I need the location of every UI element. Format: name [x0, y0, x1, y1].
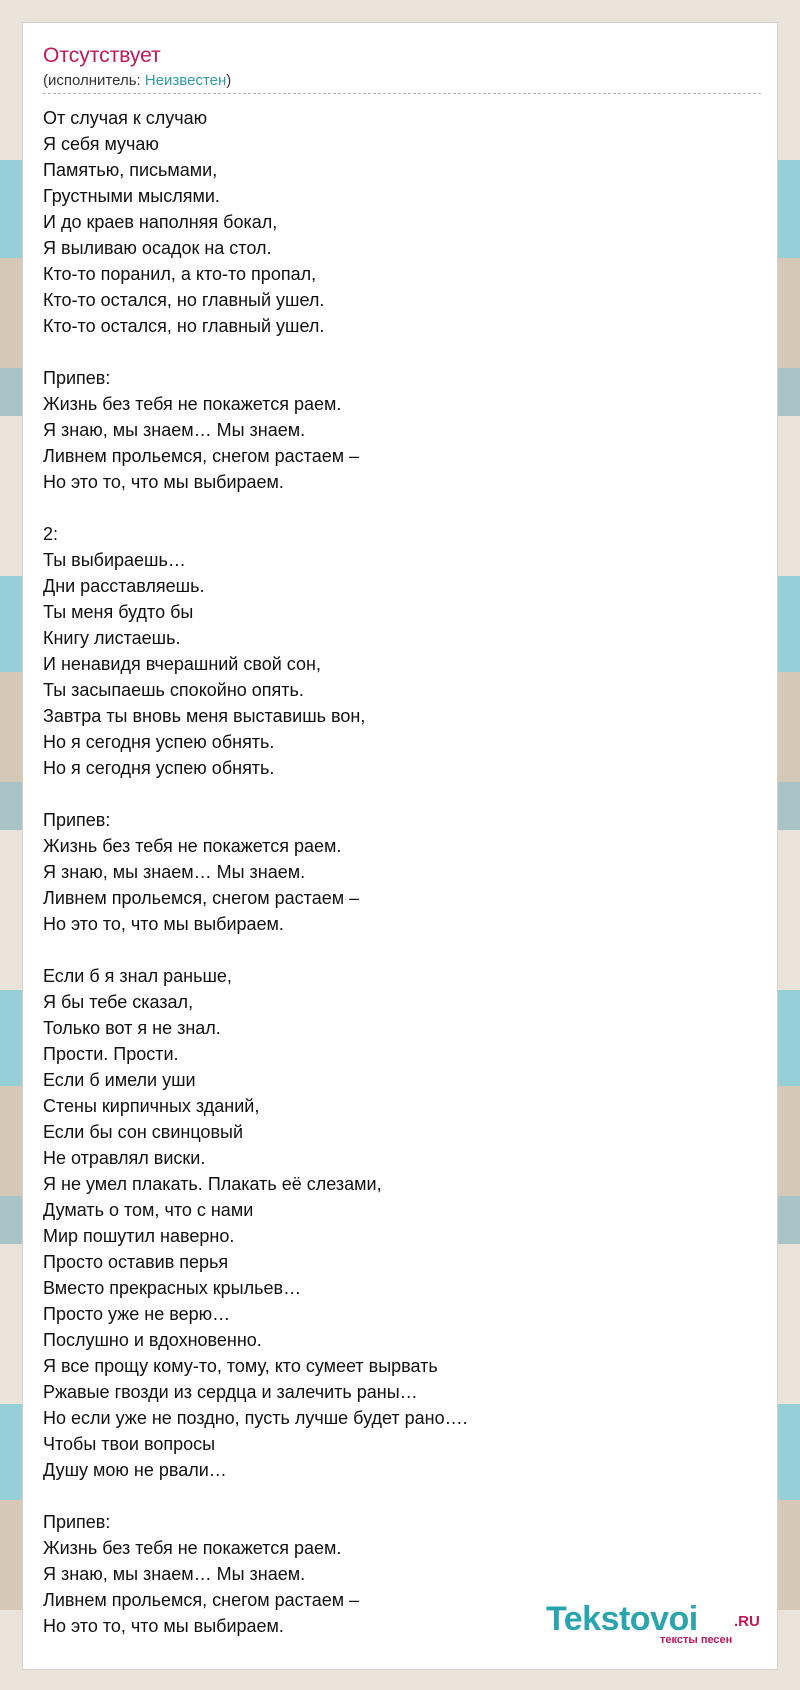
- lyric-line: Я себя мучаю: [43, 134, 159, 154]
- lyric-line: Завтра ты вновь меня выставишь вон,: [43, 706, 366, 726]
- logo-name: Tekstovoi: [546, 1600, 698, 1638]
- lyric-line: Мир пошутил наверно.: [43, 1226, 235, 1246]
- lyric-line: Ливнем прольемся, снегом растаем –: [43, 446, 360, 466]
- lyric-line: Грустными мыслями.: [43, 186, 220, 206]
- lyric-line: Я знаю, мы знаем… Мы знаем.: [43, 1564, 306, 1584]
- lyric-line: Припев:: [43, 810, 111, 830]
- artist-suffix: ): [226, 72, 232, 89]
- lyric-line: Жизнь без тебя не покажется раем.: [43, 1538, 342, 1558]
- lyric-line: От случая к случаю: [43, 108, 208, 128]
- lyric-line: Если бы сон свинцовый: [43, 1122, 243, 1142]
- lyric-line: Если б имели уши: [43, 1070, 196, 1090]
- lyric-line: Ливнем прольемся, снегом растаем –: [43, 888, 360, 908]
- lyric-line: Ты меня будто бы: [43, 602, 194, 622]
- lyric-line: Просто оставив перья: [43, 1252, 229, 1272]
- lyric-blank-line: [43, 495, 743, 521]
- lyric-line: И до краев наполняя бокал,: [43, 212, 278, 232]
- artist-link[interactable]: Неизвестен: [144, 72, 227, 89]
- lyric-line: Дни расставляешь.: [43, 576, 205, 596]
- lyric-line: Ливнем прольемся, снегом растаем –: [43, 1590, 360, 1610]
- lyric-line: Но я сегодня успею обнять.: [43, 758, 275, 778]
- lyric-line: Кто-то остался, но главный ушел.: [43, 316, 325, 336]
- lyric-line: Душу мою не рвали…: [43, 1460, 227, 1480]
- lyric-line: И ненавидя вчерашний свой сон,: [43, 654, 321, 674]
- artist-prefix: (исполнитель:: [43, 72, 145, 89]
- lyric-line: Но это то, что мы выбираем.: [43, 914, 284, 934]
- lyric-line: Кто-то остался, но главный ушел.: [43, 290, 325, 310]
- lyric-blank-line: [43, 781, 743, 807]
- logo-tagline: тексты песен: [660, 1634, 733, 1646]
- lyric-line: Памятью, письмами,: [43, 160, 218, 180]
- lyric-line: Ты засыпаешь спокойно опять.: [43, 680, 304, 700]
- title-divider: [43, 93, 761, 94]
- lyric-line: Не отравлял виски.: [43, 1148, 206, 1168]
- lyric-line: Жизнь без тебя не покажется раем.: [43, 394, 342, 414]
- song-title: Отсутствует: [43, 44, 161, 67]
- lyric-line: Припев:: [43, 1512, 111, 1532]
- logo-tld: .RU: [734, 1613, 760, 1630]
- lyric-line: Но это то, что мы выбираем.: [43, 1616, 284, 1636]
- lyric-line: Ты выбираешь…: [43, 550, 186, 570]
- lyric-line: Я знаю, мы знаем… Мы знаем.: [43, 420, 306, 440]
- lyric-line: Но я сегодня успею обнять.: [43, 732, 275, 752]
- lyric-line: 2:: [43, 524, 59, 544]
- lyric-blank-line: [43, 339, 743, 365]
- lyric-line: Стены кирпичных зданий,: [43, 1096, 260, 1116]
- lyric-blank-line: [43, 1483, 743, 1509]
- lyric-line: Но если уже не поздно, пусть лучше будет рано….: [43, 1408, 468, 1428]
- site-logo[interactable]: [546, 1600, 766, 1648]
- lyric-blank-line: [43, 937, 743, 963]
- lyric-line: Жизнь без тебя не покажется раем.: [43, 836, 342, 856]
- lyric-line: Просто уже не верю…: [43, 1304, 231, 1324]
- lyric-line: Я не умел плакать. Плакать её слезами,: [43, 1174, 382, 1194]
- lyric-line: Кто-то поранил, а кто-то пропал,: [43, 264, 317, 284]
- lyrics-text: [43, 105, 743, 1639]
- lyric-line: Послушно и вдохновенно.: [43, 1330, 262, 1350]
- lyric-line: Чтобы твои вопросы: [43, 1434, 216, 1454]
- lyric-line: Я выливаю осадок на стол.: [43, 238, 272, 258]
- artist-line: [43, 71, 231, 91]
- lyrics-card: [22, 22, 778, 1670]
- lyric-line: Прости. Прости.: [43, 1044, 179, 1064]
- lyric-line: Но это то, что мы выбираем.: [43, 472, 284, 492]
- lyric-line: Я бы тебе сказал,: [43, 992, 194, 1012]
- lyric-line: Припев:: [43, 368, 111, 388]
- lyric-line: Вместо прекрасных крыльев…: [43, 1278, 302, 1298]
- lyric-line: Книгу листаешь.: [43, 628, 181, 648]
- lyric-line: Если б я знал раньше,: [43, 966, 232, 986]
- lyric-line: Только вот я не знал.: [43, 1018, 221, 1038]
- lyric-line: Думать о том, что с нами: [43, 1200, 254, 1220]
- lyric-line: Я знаю, мы знаем… Мы знаем.: [43, 862, 306, 882]
- lyric-line: Ржавые гвозди из сердца и залечить раны…: [43, 1382, 418, 1402]
- lyric-line: Я все прощу кому-то, тому, кто сумеет вырвать: [43, 1356, 438, 1376]
